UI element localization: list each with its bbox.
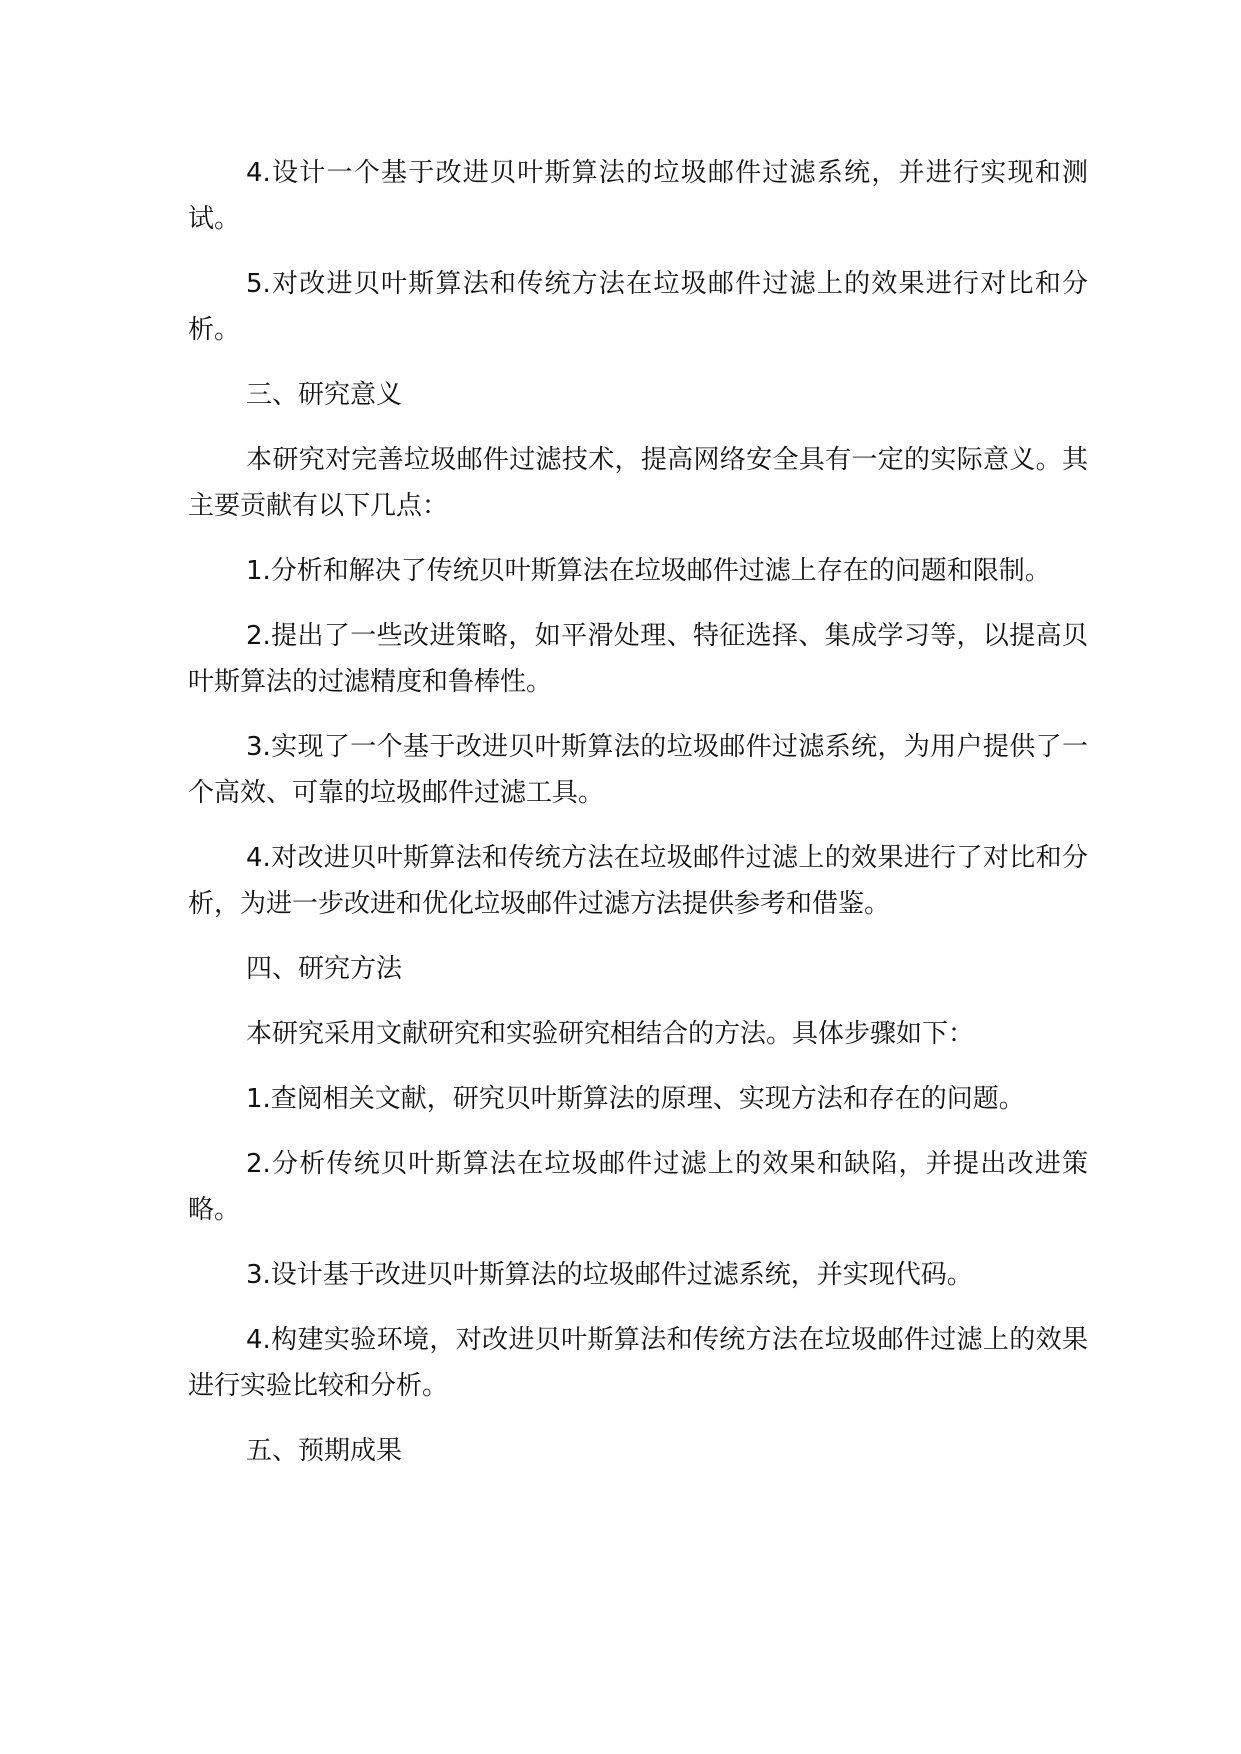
paragraph-method-step-3: 3.设计基于改进贝叶斯算法的垃圾邮件过滤系统，并实现代码。 bbox=[246, 1260, 973, 1290]
paragraph-objective-5: 5.对改进贝叶斯算法和传统方法在垃圾邮件过滤上的效果进行对比和分析。 bbox=[188, 269, 1088, 345]
paragraph-objective-4: 4.设计一个基于改进贝叶斯算法的垃圾邮件过滤系统，并进行实现和测试。 bbox=[188, 158, 1088, 234]
paragraph-method-step-2: 2.分析传统贝叶斯算法在垃圾邮件过滤上的效果和缺陷，并提出改进策略。 bbox=[188, 1149, 1088, 1225]
paragraph-contribution-1: 1.分析和解决了传统贝叶斯算法在垃圾邮件过滤上存在的问题和限制。 bbox=[246, 556, 1051, 586]
section-heading-significance: 三、研究意义 bbox=[246, 380, 403, 410]
paragraph-significance-intro: 本研究对完善垃圾邮件过滤技术，提高网络安全具有一定的实际意义。其主要贡献有以下几点： bbox=[188, 445, 1088, 521]
paragraph-contribution-4: 4.对改进贝叶斯算法和传统方法在垃圾邮件过滤上的效果进行了对比和分析，为进一步改进和优化垃圾邮件过滤方法提供参考和借鉴。 bbox=[188, 843, 1088, 919]
paragraph-methods-intro: 本研究采用文献研究和实验研究相结合的方法。具体步骤如下： bbox=[246, 1019, 975, 1049]
section-heading-methods: 四、研究方法 bbox=[246, 954, 403, 984]
paragraph-method-step-1: 1.查阅相关文献，研究贝叶斯算法的原理、实现方法和存在的问题。 bbox=[246, 1084, 1025, 1114]
paragraph-contribution-2: 2.提出了一些改进策略，如平滑处理、特征选择、集成学习等，以提高贝叶斯算法的过滤精度和鲁棒性。 bbox=[188, 621, 1088, 697]
section-heading-expected-results: 五、预期成果 bbox=[246, 1436, 403, 1466]
document-body bbox=[188, 150, 1088, 1493]
paragraph-contribution-3: 3.实现了一个基于改进贝叶斯算法的垃圾邮件过滤系统，为用户提供了一个高效、可靠的垃圾邮件过滤工具。 bbox=[188, 732, 1088, 808]
paragraph-method-step-4: 4.构建实验环境，对改进贝叶斯算法和传统方法在垃圾邮件过滤上的效果进行实验比较和分析。 bbox=[188, 1325, 1088, 1401]
